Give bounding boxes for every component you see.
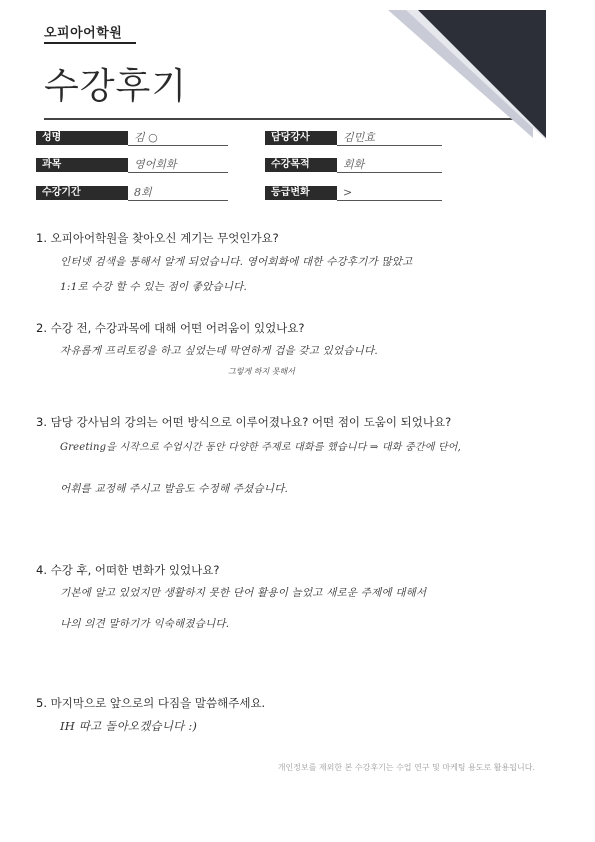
question-5: 5. 마지막으로 앞으로의 다짐을 말씀해주세요. [36, 696, 266, 710]
period-label: 수강기간 [36, 186, 128, 200]
answer-3-line-2: 어휘를 교정해 주시고 발음도 수정해 주셨습니다. [60, 483, 289, 495]
teacher-label: 담당강사 [265, 131, 337, 145]
corner-decoration [388, 10, 548, 140]
academy-name: 오피아어학원 [44, 26, 123, 41]
answer-1-line-1: 인터넷 검색을 통해서 알게 되었습니다. 영어회화에 대한 수강후기가 많았고 [60, 256, 413, 268]
page-title: 수강후기 [44, 66, 188, 107]
period-value: 8회 [128, 185, 228, 201]
answer-2-line-1: 자유롭게 프리토킹을 하고 싶었는데 막연하게 겁을 갖고 있었습니다. [60, 345, 378, 357]
name-value: 김 ○ [128, 130, 228, 146]
privacy-notice: 개인정보를 제외한 본 수강후기는 수업 연구 및 마케팅 용도로 활용됩니다. [277, 763, 535, 772]
answer-4-line-2: 나의 의견 말하기가 익숙해졌습니다. [60, 618, 230, 630]
teacher-value: 김민효 [337, 130, 442, 146]
answer-5-line-1: IH 따고 돌아오겠습니다 :) [60, 719, 198, 733]
grade-label: 등급변화 [265, 186, 337, 200]
answer-2-correction-note: 그렇게 하지 못해서 [228, 367, 295, 376]
course-label: 과목 [36, 158, 128, 172]
answer-3-line-1: Greeting을 시작으로 수업시간 동안 다양한 주제로 대화를 했습니다 ⇒ 대화 중간에 단어, [60, 442, 462, 453]
grade-value: > [337, 185, 442, 201]
answer-4-line-1: 기본에 알고 있었지만 생활하지 못한 단어 활용이 늘었고 새로운 주제에 대해서 [60, 587, 427, 599]
answer-1-line-2: 1:1로 수강 할 수 있는 점이 좋았습니다. [60, 281, 248, 293]
question-2: 2. 수강 전, 수강과목에 대해 어떤 어려움이 있었나요? [36, 321, 305, 335]
question-1: 1. 오피아어학원을 찾아오신 계기는 무엇인가요? [36, 231, 279, 245]
question-4: 4. 수강 후, 어떠한 변화가 있었나요? [36, 563, 220, 577]
course-value: 영어회화 [128, 157, 228, 173]
question-3: 3. 담당 강사님의 강의는 어떤 방식으로 이루어졌나요? 어떤 점이 도움이 되었나요? [36, 415, 452, 429]
name-label: 성명 [36, 131, 128, 145]
brand-underline [44, 42, 136, 44]
purpose-value: 회화 [337, 157, 442, 173]
purpose-label: 수강목적 [265, 158, 337, 172]
